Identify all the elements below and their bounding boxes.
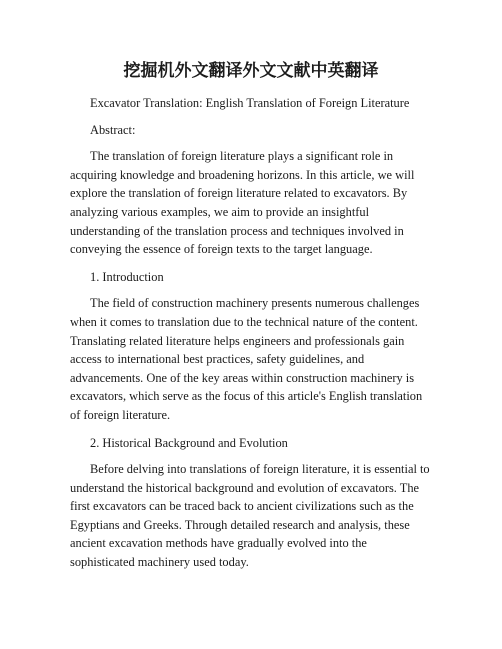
document-title: 挖掘机外文翻译外文文献中英翻译 [123,61,379,81]
abstract-heading: Abstract: [90,122,136,137]
document-subtitle: Excavator Translation: English Translation of Foreign Literature [90,96,410,110]
abstract-text: The translation of foreign literature plays a significant role in acquiring knowledge and broadening horizons. In this article, we will explore the translation of foreign literature related to excavators. By analyzing various examples, we aim to provide an insightful understanding of the translation process and techniques involved in conveying the essence of foreign texts to the target language. [70,149,415,257]
document-body [70,94,434,581]
section-text-introduction: The field of construction machinery presents numerous challenges when it comes to translation due to the technical nature of the content. Translating related literature helps engineers and professionals gain access to international best practices, safety guidelines, and advancements. One of the key areas within construction machinery is excavators, which serve as the focus of this article's English translation of foreign literature. [70,296,423,422]
section-heading-historical-background: 2. Historical Background and Evolution [90,435,288,450]
section-text-historical-background: Before delving into translations of foreign literature, it is essential to understand the historical background and evolution of excavators. The first excavators can be traced back to ancient civilizations such as the Egyptians and Greeks. Through detailed research and analysis, these ancient excavation methods have gradually evolved into the sophisticated machinery used today. [70,462,430,570]
section-heading-introduction: 1. Introduction [90,269,164,284]
